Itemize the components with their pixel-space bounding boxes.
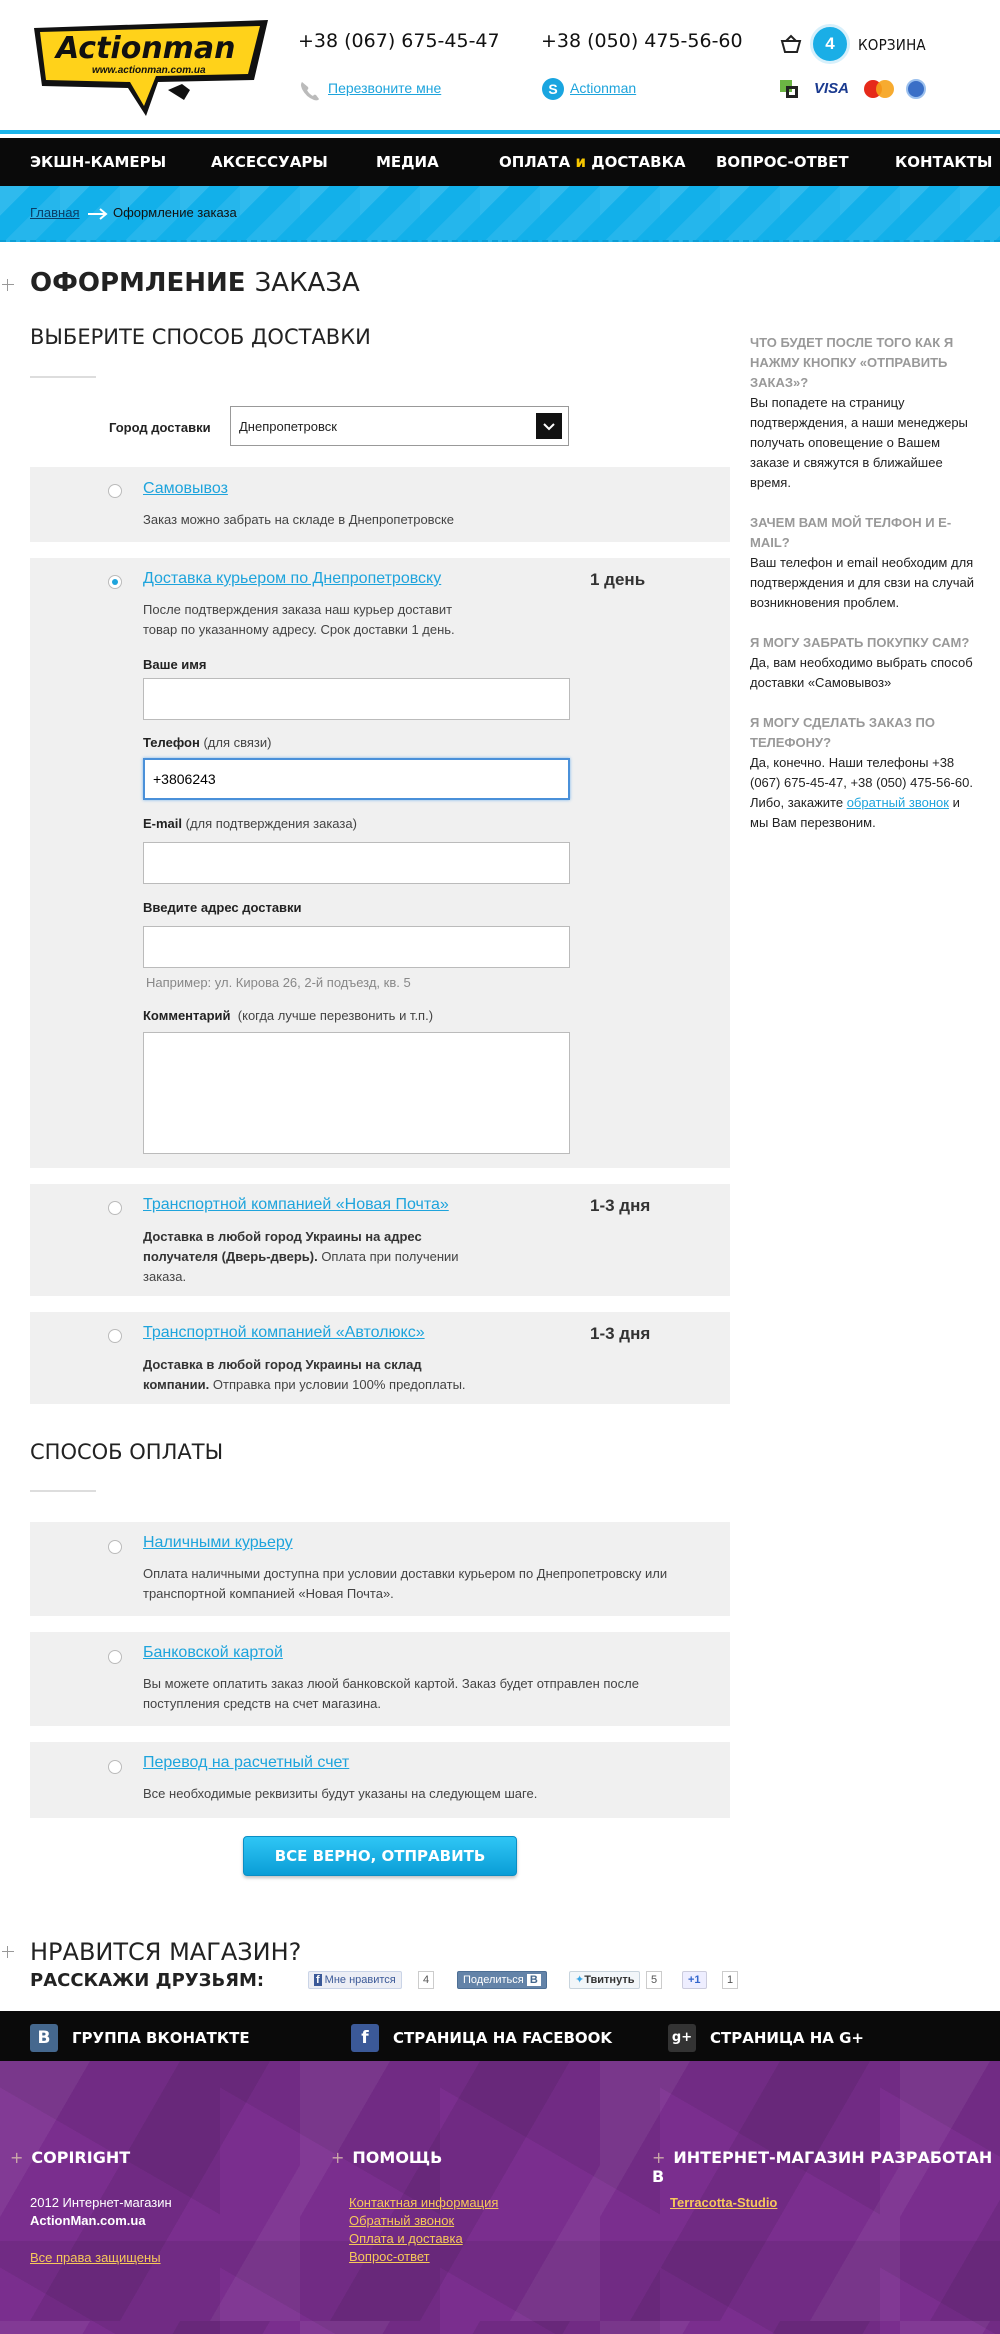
privat-icon — [780, 80, 798, 98]
breadcrumb — [0, 186, 1000, 242]
gplus-page-label: СТРАНИЦА НА G+ — [710, 2029, 864, 2047]
skype-icon: S — [542, 78, 564, 100]
autolux-title[interactable]: Транспортной компанией «Автолюкс» — [143, 1324, 425, 1341]
nav-action-cameras[interactable]: ЭКШН-КАМЕРЫ — [30, 153, 167, 171]
payment-option-transfer[interactable] — [30, 1742, 730, 1818]
phone-label — [143, 735, 271, 750]
logo-url: www.actionman.com.ua — [92, 65, 206, 76]
novaposhta-title[interactable]: Транспортной компанией «Новая Почта» — [143, 1196, 449, 1213]
callback-link[interactable]: Перезвоните мне — [328, 80, 442, 96]
delivery-option-novaposhta[interactable] — [30, 1184, 730, 1296]
actionman-logo[interactable] — [28, 16, 274, 120]
facebook-page-label: СТРАНИЦА НА FACEBOOK — [393, 2029, 613, 2047]
transfer-radio[interactable] — [108, 1760, 122, 1774]
facebook-icon: f — [316, 1974, 320, 1986]
transfer-desc: Все необходимые реквизиты будут указаны на следующем шаге. — [143, 1786, 538, 1801]
facebook-icon: f — [351, 2024, 379, 2052]
share-heading: НРАВИТСЯ МАГАЗИН? — [30, 1938, 302, 1966]
faq-answer-pre: Да, конечно. Наши телефоны +38 (067) 675-45-47, +38 (050) 475-56-60. Либо, закажите — [750, 755, 973, 810]
social-bar — [0, 2011, 1000, 2061]
footer-dev-heading: + ИНТЕРНЕТ-МАГАЗИН РАЗРАБОТАН В — [652, 2148, 1000, 2186]
email-label-main: E-mail — [143, 816, 183, 831]
gplus-button[interactable]: +1 — [682, 1971, 707, 1989]
tweet-button[interactable] — [569, 1971, 640, 1989]
courier-title[interactable]: Доставка курьером по Днепропетровску — [143, 570, 442, 587]
vk-share-button[interactable] — [457, 1971, 547, 1989]
fb-like-button[interactable] — [308, 1971, 402, 1989]
novaposhta-days: 1-3 дня — [590, 1196, 651, 1215]
vk-share-label: Поделиться — [463, 1974, 524, 1986]
card-title[interactable]: Банковской картой — [143, 1644, 283, 1661]
page-title-bold: ОФОРМЛЕНИЕ — [30, 268, 246, 298]
comment-label-main: Комментарий — [143, 1008, 231, 1023]
address-label: Введите адрес доставки — [143, 900, 302, 915]
cash-desc-line2: транспортной компанией «Новая Почта». — [143, 1586, 394, 1601]
chevron-down-icon[interactable] — [536, 413, 562, 439]
nav-conj: и — [575, 153, 586, 171]
gplus-icon: g+ — [668, 2024, 696, 2052]
city-select[interactable] — [230, 406, 569, 446]
faq-answer — [750, 753, 980, 833]
twitter-icon: ✦ — [575, 1974, 585, 1986]
plus-icon — [2, 279, 14, 291]
payment-heading: СПОСОБ ОПЛАТЫ — [30, 1440, 224, 1464]
skype-link[interactable]: Actionman — [570, 80, 637, 96]
autolux-desc-bold: компании. — [143, 1377, 210, 1392]
arrow-right-icon — [88, 208, 108, 220]
page-title-rest: ЗАКАЗА — [254, 268, 360, 298]
courier-desc-line2: товар по указанному адресу. Срок доставки 1 день. — [143, 622, 455, 637]
footer-help-link[interactable]: Обратный звонок — [349, 2213, 455, 2228]
card-desc-line1: Вы можете оплатить заказ люой банковской картой. Заказ будет отправлен после — [143, 1676, 639, 1691]
delivery-option-autolux[interactable] — [30, 1312, 730, 1404]
cash-radio[interactable] — [108, 1540, 122, 1554]
name-label: Ваше имя — [143, 657, 207, 672]
comment-label-note: (когда лучше перезвонить и т.п.) — [237, 1008, 434, 1023]
faq-question: ЗАЧЕМ ВАМ МОЙ ТЕЛФОН И E-MAIL? — [750, 515, 952, 550]
phone-number-2: +38 (050) 475-56-60 — [541, 30, 743, 52]
site-header — [0, 0, 1000, 134]
footer-copyright-line2: ActionMan.com.ua — [30, 2213, 146, 2228]
novaposhta-desc-line1: Доставка в любой город Украины на адрес — [143, 1229, 422, 1244]
phone-label-main: Телефон — [143, 735, 200, 750]
autolux-desc-line2 — [143, 1375, 466, 1395]
footer-help-link[interactable]: Вопрос-ответ — [349, 2249, 430, 2264]
nav-accessories[interactable]: АКСЕССУАРЫ — [211, 153, 328, 171]
autolux-desc-rest: Отправка при условии 100% предоплаты. — [209, 1377, 466, 1392]
faq-question: Я МОГУ ЗАБРАТЬ ПОКУПКУ САМ? — [750, 635, 970, 650]
card-desc-line2: поступления средств на счет магазина. — [143, 1696, 382, 1711]
faq-answer: Ваш телефон и email необходим для подтверждения и для свзи на случай возникновения проблем. — [750, 555, 975, 610]
plus-icon — [2, 1946, 14, 1958]
pickup-desc: Заказ можно забрать на складе в Днепропетровске — [143, 512, 455, 527]
email-label-note: (для подтверждения заказа) — [185, 816, 357, 831]
fb-like-count: 4 — [418, 1971, 434, 1989]
transfer-title[interactable]: Перевод на расчетный счет — [143, 1754, 350, 1771]
nav-delivery-label: ДОСТАВКА — [591, 153, 686, 171]
share-subheading: РАССКАЖИ ДРУЗЬЯМ: — [30, 1970, 265, 1991]
city-label: Город доставки — [109, 420, 211, 435]
main-nav — [0, 138, 1000, 186]
pickup-title[interactable]: Самовывоз — [143, 480, 228, 497]
mastercard-icon — [864, 80, 894, 98]
comment-textarea[interactable] — [143, 1032, 570, 1154]
comment-label — [143, 1008, 433, 1023]
delivery-heading: ВЫБЕРИТЕ СПОСОБ ДОСТАВКИ — [30, 325, 371, 349]
vk-icon: B — [30, 2024, 58, 2052]
autolux-radio[interactable] — [108, 1329, 122, 1343]
novaposhta-desc-line3: заказа. — [143, 1269, 187, 1284]
delivery-option-courier[interactable] — [30, 558, 730, 1168]
cart-label[interactable]: КОРЗИНА — [858, 36, 926, 54]
footer-help-heading: + ПОМОЩЬ — [331, 2148, 442, 2167]
courier-days: 1 день — [590, 570, 646, 589]
heading-divider — [30, 1490, 96, 1492]
nav-faq[interactable]: ВОПРОС-ОТВЕТ — [716, 153, 849, 171]
address-input[interactable] — [143, 926, 570, 968]
phone-callback-icon — [298, 79, 322, 101]
email-input[interactable] — [143, 842, 570, 884]
nav-payment-label: ОПЛАТА — [499, 153, 571, 171]
card-radio[interactable] — [108, 1650, 122, 1664]
fb-like-label: Мне нравится — [324, 1974, 396, 1986]
vk-group-label: ГРУППА ВКОНАТКТЕ — [72, 2029, 250, 2047]
footer-copyright-line1: 2012 Интернет-магазин — [30, 2195, 172, 2210]
faq-sidebar — [750, 333, 980, 853]
autolux-desc-line1: Доставка в любой город Украины на склад — [143, 1357, 422, 1372]
basket-icon — [780, 34, 802, 54]
courier-desc-line1: После подтверждения заказа наш курьер доставит — [143, 602, 453, 617]
faq-answer: Да, вам необходимо выбрать способ доставки «Самовывоз» — [750, 655, 973, 690]
logo-text: Actionman — [56, 31, 236, 66]
footer-copyright-heading: + COPIRIGHT — [10, 2148, 130, 2167]
cash-desc-line1: Оплата наличными доступна при условии доставки курьером по Днепропетровску или — [143, 1566, 668, 1581]
phone-number-1: +38 (067) 675-45-47 — [298, 30, 500, 52]
tweet-label: Твитнуть — [584, 1974, 635, 1986]
novaposhta-desc-line2 — [143, 1247, 459, 1267]
faq-question: Я МОГУ СДЕЛАТЬ ЗАКАЗ ПО ТЕЛЕФОНУ? — [750, 715, 935, 750]
phone-label-note: (для связи) — [203, 735, 272, 750]
gplus-count: 1 — [722, 1971, 738, 1989]
callback-link[interactable]: обратный звонок — [846, 795, 949, 810]
nav-contacts[interactable]: КОНТАКТЫ — [895, 153, 993, 171]
address-hint: Например: ул. Кирова 26, 2-й подъезд, кв. 5 — [146, 975, 411, 990]
faq-answer: Вы попадете на страницу подтверждения, а наши менеджеры получать оповещение о Вашем заказе и свяжутся в ближайшее время. — [750, 395, 968, 490]
breadcrumb-current: Оформление заказа — [113, 205, 237, 220]
nav-payment-delivery[interactable] — [499, 138, 685, 186]
visa-icon: VISA — [814, 80, 850, 97]
cash-title[interactable]: Наличными курьеру — [143, 1534, 293, 1551]
pickup-radio[interactable] — [108, 484, 122, 498]
city-select-value: Днепропетровск — [239, 419, 337, 434]
footer-help-link[interactable]: Контактная информация — [349, 2195, 499, 2210]
faq-answer-post: и мы Вам перезвоним. — [750, 795, 960, 830]
footer-help-link[interactable]: Оплата и доставка — [349, 2231, 463, 2246]
payment-option-cash[interactable] — [30, 1522, 730, 1616]
phone-input[interactable] — [143, 758, 570, 800]
page-title — [30, 268, 360, 298]
footer-rights-link[interactable]: Все права защищены — [30, 2250, 161, 2265]
email-label — [143, 816, 357, 831]
faq-question: ЧТО БУДЕТ ПОСЛЕ ТОГО КАК Я НАЖМУ КНОПКУ «ОТПРАВИТЬ ЗАКАЗ»? — [750, 335, 954, 390]
novaposhta-desc-rest: Оплата при получении — [317, 1249, 459, 1264]
tweet-count: 5 — [646, 1971, 662, 1989]
payment-option-card[interactable] — [30, 1632, 730, 1726]
nav-media[interactable]: МЕДИА — [376, 153, 439, 171]
site-footer — [0, 2061, 1000, 2334]
novaposhta-radio[interactable] — [108, 1201, 122, 1215]
name-input[interactable] — [143, 678, 570, 720]
vk-icon: B — [527, 1974, 541, 1986]
footer-dev-link[interactable]: Terracotta-Studio — [670, 2195, 778, 2210]
cart-count-badge[interactable]: 4 — [810, 24, 850, 64]
breadcrumb-home[interactable]: Главная — [30, 205, 80, 220]
submit-order-button[interactable]: ВСЕ ВЕРНО, ОТПРАВИТЬ ЗАКАЗ — [243, 1836, 517, 1876]
novaposhta-desc-bold: получателя (Дверь-дверь). — [143, 1249, 318, 1264]
autolux-days: 1-3 дня — [590, 1324, 651, 1343]
heading-divider — [30, 376, 96, 378]
webmoney-icon — [906, 79, 926, 99]
courier-radio[interactable] — [108, 575, 122, 589]
delivery-option-pickup[interactable] — [30, 467, 730, 542]
